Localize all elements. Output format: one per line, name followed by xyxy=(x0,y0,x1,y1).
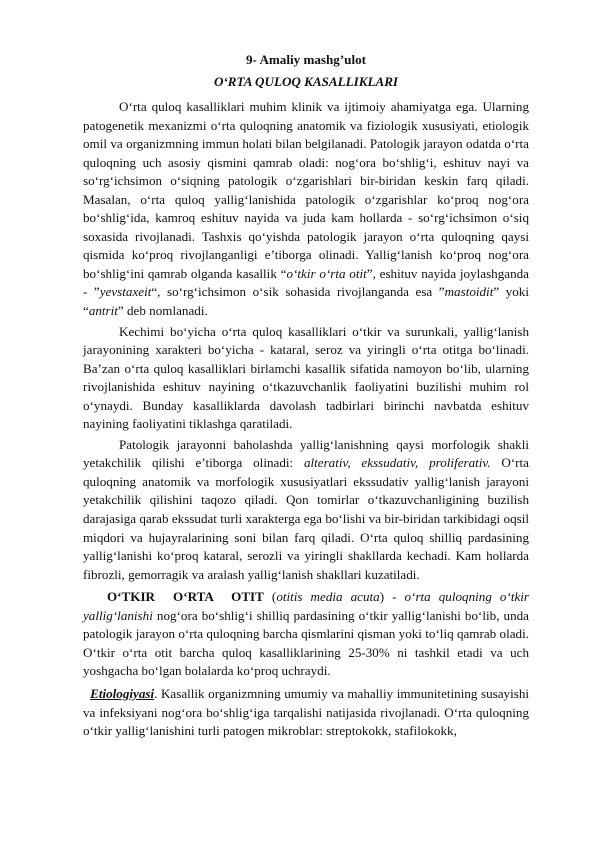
p4-uzbek-term: o‘rta quloqning o‘tkir yallig‘lanishi xyxy=(83,589,530,623)
acute-otitis-heading: O‘TKIR O‘RTA OTIT xyxy=(107,589,264,605)
p1-text-d: ” yoki “ xyxy=(83,284,529,319)
p1-term-otit: o‘tkir o‘rta otit xyxy=(286,265,367,281)
p3-text-b: O‘rta quloqning anatomik va morfologik xususiyatlari ekssudativ yallig‘lanish jarayoni yetakchilik qilishini taqozo qiladi. Qon tomirlar o‘tkazuvchanligining buzilish darajasiga qarab ekssudat turli xarakterga ega bo‘lishi va bir-biridan tarkibidagi oqsil miqdori va hujayralarining soni bilan farq qiladi. O‘rta quloq shilliq pardasining yallig‘lanishi ko‘proq kataral, serozli va yiringli shakllarda kechadi. Kam hollarda fibrozli, gemorragik va aralash yallig‘lanish shakllari kuzatiladi. xyxy=(83,455,529,582)
p3-text-a: Patologik jarayonni baholashda yallig‘lanishning qaysi morfologik shakli yetakchilik qilishi e’tiborga olinadi: xyxy=(83,436,529,471)
paragraph-classification: Kechimi bo‘yicha o‘rta quloq kasalliklari o‘tkir va surunkali, yallig‘lanish jarayonining xarakteri bo‘yicha - kataral, seroz va yiringli o‘rta otitga bo‘linadi. Ba’zan o‘rta quloq kasalliklari birlamchi kasallik sifatida namoyon bo‘lib, ularning rivojlanishida eshituv nayining o‘tkazuvchanlik faoliyatini buzilishi muhim rol o‘ynaydi. Bunday kasalliklarda davolash tadbirlari birinchi navbatda eshituv nayining faoliyatini tiklashga qaratiladi. xyxy=(83,323,529,432)
p1-term-mastoidit: mastoidit xyxy=(444,284,494,300)
p1-text-c: “, so‘rg‘ichsimon o‘sik sohasida rivojlanganda esa ” xyxy=(151,284,445,300)
paragraph-intro xyxy=(83,98,529,321)
page-subtitle: O‘RTA QULOQ KASALLIKLARI xyxy=(213,74,399,89)
p4-latin-term: otitis media acuta xyxy=(276,589,380,605)
p1-text-e: ” deb nomlanadi. xyxy=(117,303,208,319)
p1-term-antrit: antrit xyxy=(88,303,118,319)
paragraph-morphology xyxy=(83,436,529,584)
paragraph-acute-otitis xyxy=(83,588,529,681)
p5-text: . Kasallik organizmning umumiy va mahalliy immunitetining susayishi va infeksiyani nog‘ora bo‘shlig‘iga tarqalishi natijasida rivojlanadi. O‘rta quloqning o‘tkir yallig‘lanishini turli patogen mikroblar: streptokokk, stafilokokk, xyxy=(83,685,529,739)
p3-forms: alterativ, ekssudativ, proliferativ. xyxy=(303,455,491,471)
etiology-heading: Etiologiyasi xyxy=(90,685,155,701)
paragraph-etiology xyxy=(83,685,529,741)
document-page xyxy=(83,50,529,741)
p1-text-a: O‘rta quloq kasalliklari muhim klinik va ijtimoiy ahamiyatga ega. Ularning patogenetik mexanizmi o‘rta quloqning anatomik va fiziologik xususiyati, etiologik omil va organizmning immun holati bilan belgilanadi. Patologik jarayon odatda o‘rta quloqning uch asosiy qismini qamrab oladi: nog‘ora bo‘shlig‘i, eshituv nayi va so‘rg‘ichsimon o‘siqning patologik o‘zgarishlari bir-biridan keskin farq qiladi. Masalan, o‘rta quloq yallig‘lanishida patologik o‘zgarishlar ko‘proq nog‘ora bo‘shlig‘ida, kamroq eshituv nayida va juda kam hollarda - so‘rg‘ichsimon o‘siq soxasida rivojlanadi. Tashxis qo‘yishda patologik jarayon o‘rta quloqning qaysi qismida ko‘proq rivojlanganligi e’tiborga olinadi. Yallig‘lanish ko‘proq nog‘ora bo‘shlig‘ini qamrab olganda kasallik “ xyxy=(83,99,529,281)
p1-text-b: ”, eshituv nayida joylashganda - ” xyxy=(83,265,529,300)
p1-term-yevstaxeit: yevstaxeit xyxy=(99,284,152,300)
p4-text-b: ) - xyxy=(379,589,405,605)
p4-text-a: ( xyxy=(263,589,277,605)
page-title: 9- Amaliy mashg’ulot xyxy=(245,52,367,67)
p4-text-c: nog‘ora bo‘shlig‘i shilliq pardasining o‘tkir yallig‘lanishi bo‘lib, unda patologik jarayon o‘rta quloqning barcha qismlarini qisman yoki to‘liq qamrab oladi. O‘tkir o‘rta otit barcha quloq kasalliklarining 25-30% ni tashkil etadi va uch yoshgacha bo‘lgan bolalarda ko‘proq uchraydi. xyxy=(83,607,529,679)
